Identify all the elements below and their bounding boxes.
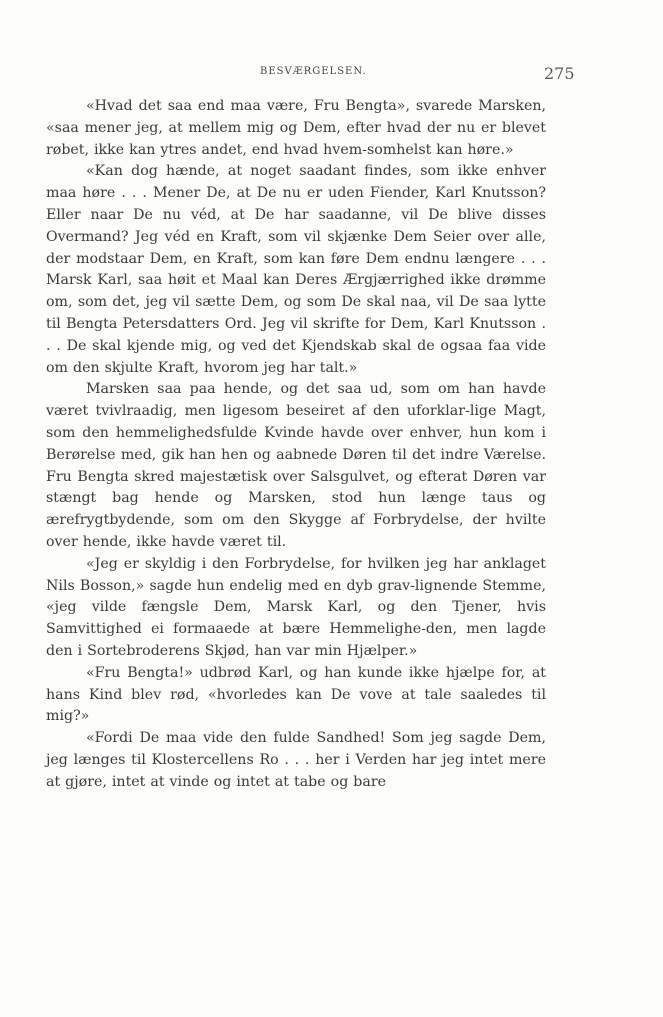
page-number: 275 [544,64,575,83]
paragraph: Marsken saa paa hende, og det saa ud, som om han havde været tvivlraadig, men ligesom beseiret af den uforklar-lige Magt, som den hemmelighedsfulde Kvinde havde over enhver, hun kom i Berørelse med, gik han hen og aabnede Døren til det indre Værelse. Fru Bengta skred majestætisk over Salsgulvet, og efterat Døren var stængt bag hende og Marsken, stod hun længe taus og ærefrygtbydende, som om den Skygge af Forbrydelse, der hvilte over hende, ikke havde været til. [46,381,546,550]
paragraph: «Kan dog hænde, at noget saadant findes, som ikke enhver maa høre . . . Mener De, at De nu er uden Fiender, Karl Knutsson? Eller naar De nu véd, at De har saadanne, vil De blive disses Overmand? Jeg véd en Kraft, som vil skjænke Dem Seier over alle, der modstaar Dem, en Kraft, som kan føre Dem endnu længere . . . Marsk Karl, saa høit et Maal kan Deres Ærgjærrighed ikke drømme om, som det, jeg vil sætte Dem, og som De skal naa, vil De saa lytte til Bengta Petersdatters Ord. Jeg vil skrifte for Dem, Karl Knutsson . . . De skal kjende mig, og ved det Kjendskab skal de ogsaa faa vide om den skjulte Kraft, hvorom jeg har talt.» [46,163,546,376]
page-header [46,62,586,88]
paragraph: «Jeg er skyldig i den Forbrydelse, for hvilken jeg har anklaget Nils Bosson,» sagde hun endelig med en dyb grav-lignende Stemme, «jeg vilde fængsle Dem, Marsk Karl, og den Tjener, hvis Samvittighed ei formaaede at bære Hemmelighe-den, men lagde den i Sortebroderens Skjød, han var min Hjælper.» [46,555,546,659]
paragraph: «Hvad det saa end maa være, Fru Bengta», svarede Marsken, «saa mener jeg, at mellem mig og Dem, efter hvad der nu er blevet røbet, ikke kan ytres andet, end hvad hvem-somhelst kan høre.» [46,98,546,158]
body-text [46,96,546,794]
paragraph: «Fru Bengta!» udbrød Karl, og han kunde ikke hjælpe for, at hans Kind blev rød, «hvorledes kan De vove at tale saaledes til mig?» [46,664,546,725]
running-title: BESVÆRGELSEN. [260,66,367,77]
paragraph: «Fordi De maa vide den fulde Sandhed! Som jeg sagde Dem, jeg længes til Klostercellens Ro . . . her i Verden har jeg intet mere at gjøre, intet at vinde og intet at tabe og bare [46,730,546,790]
